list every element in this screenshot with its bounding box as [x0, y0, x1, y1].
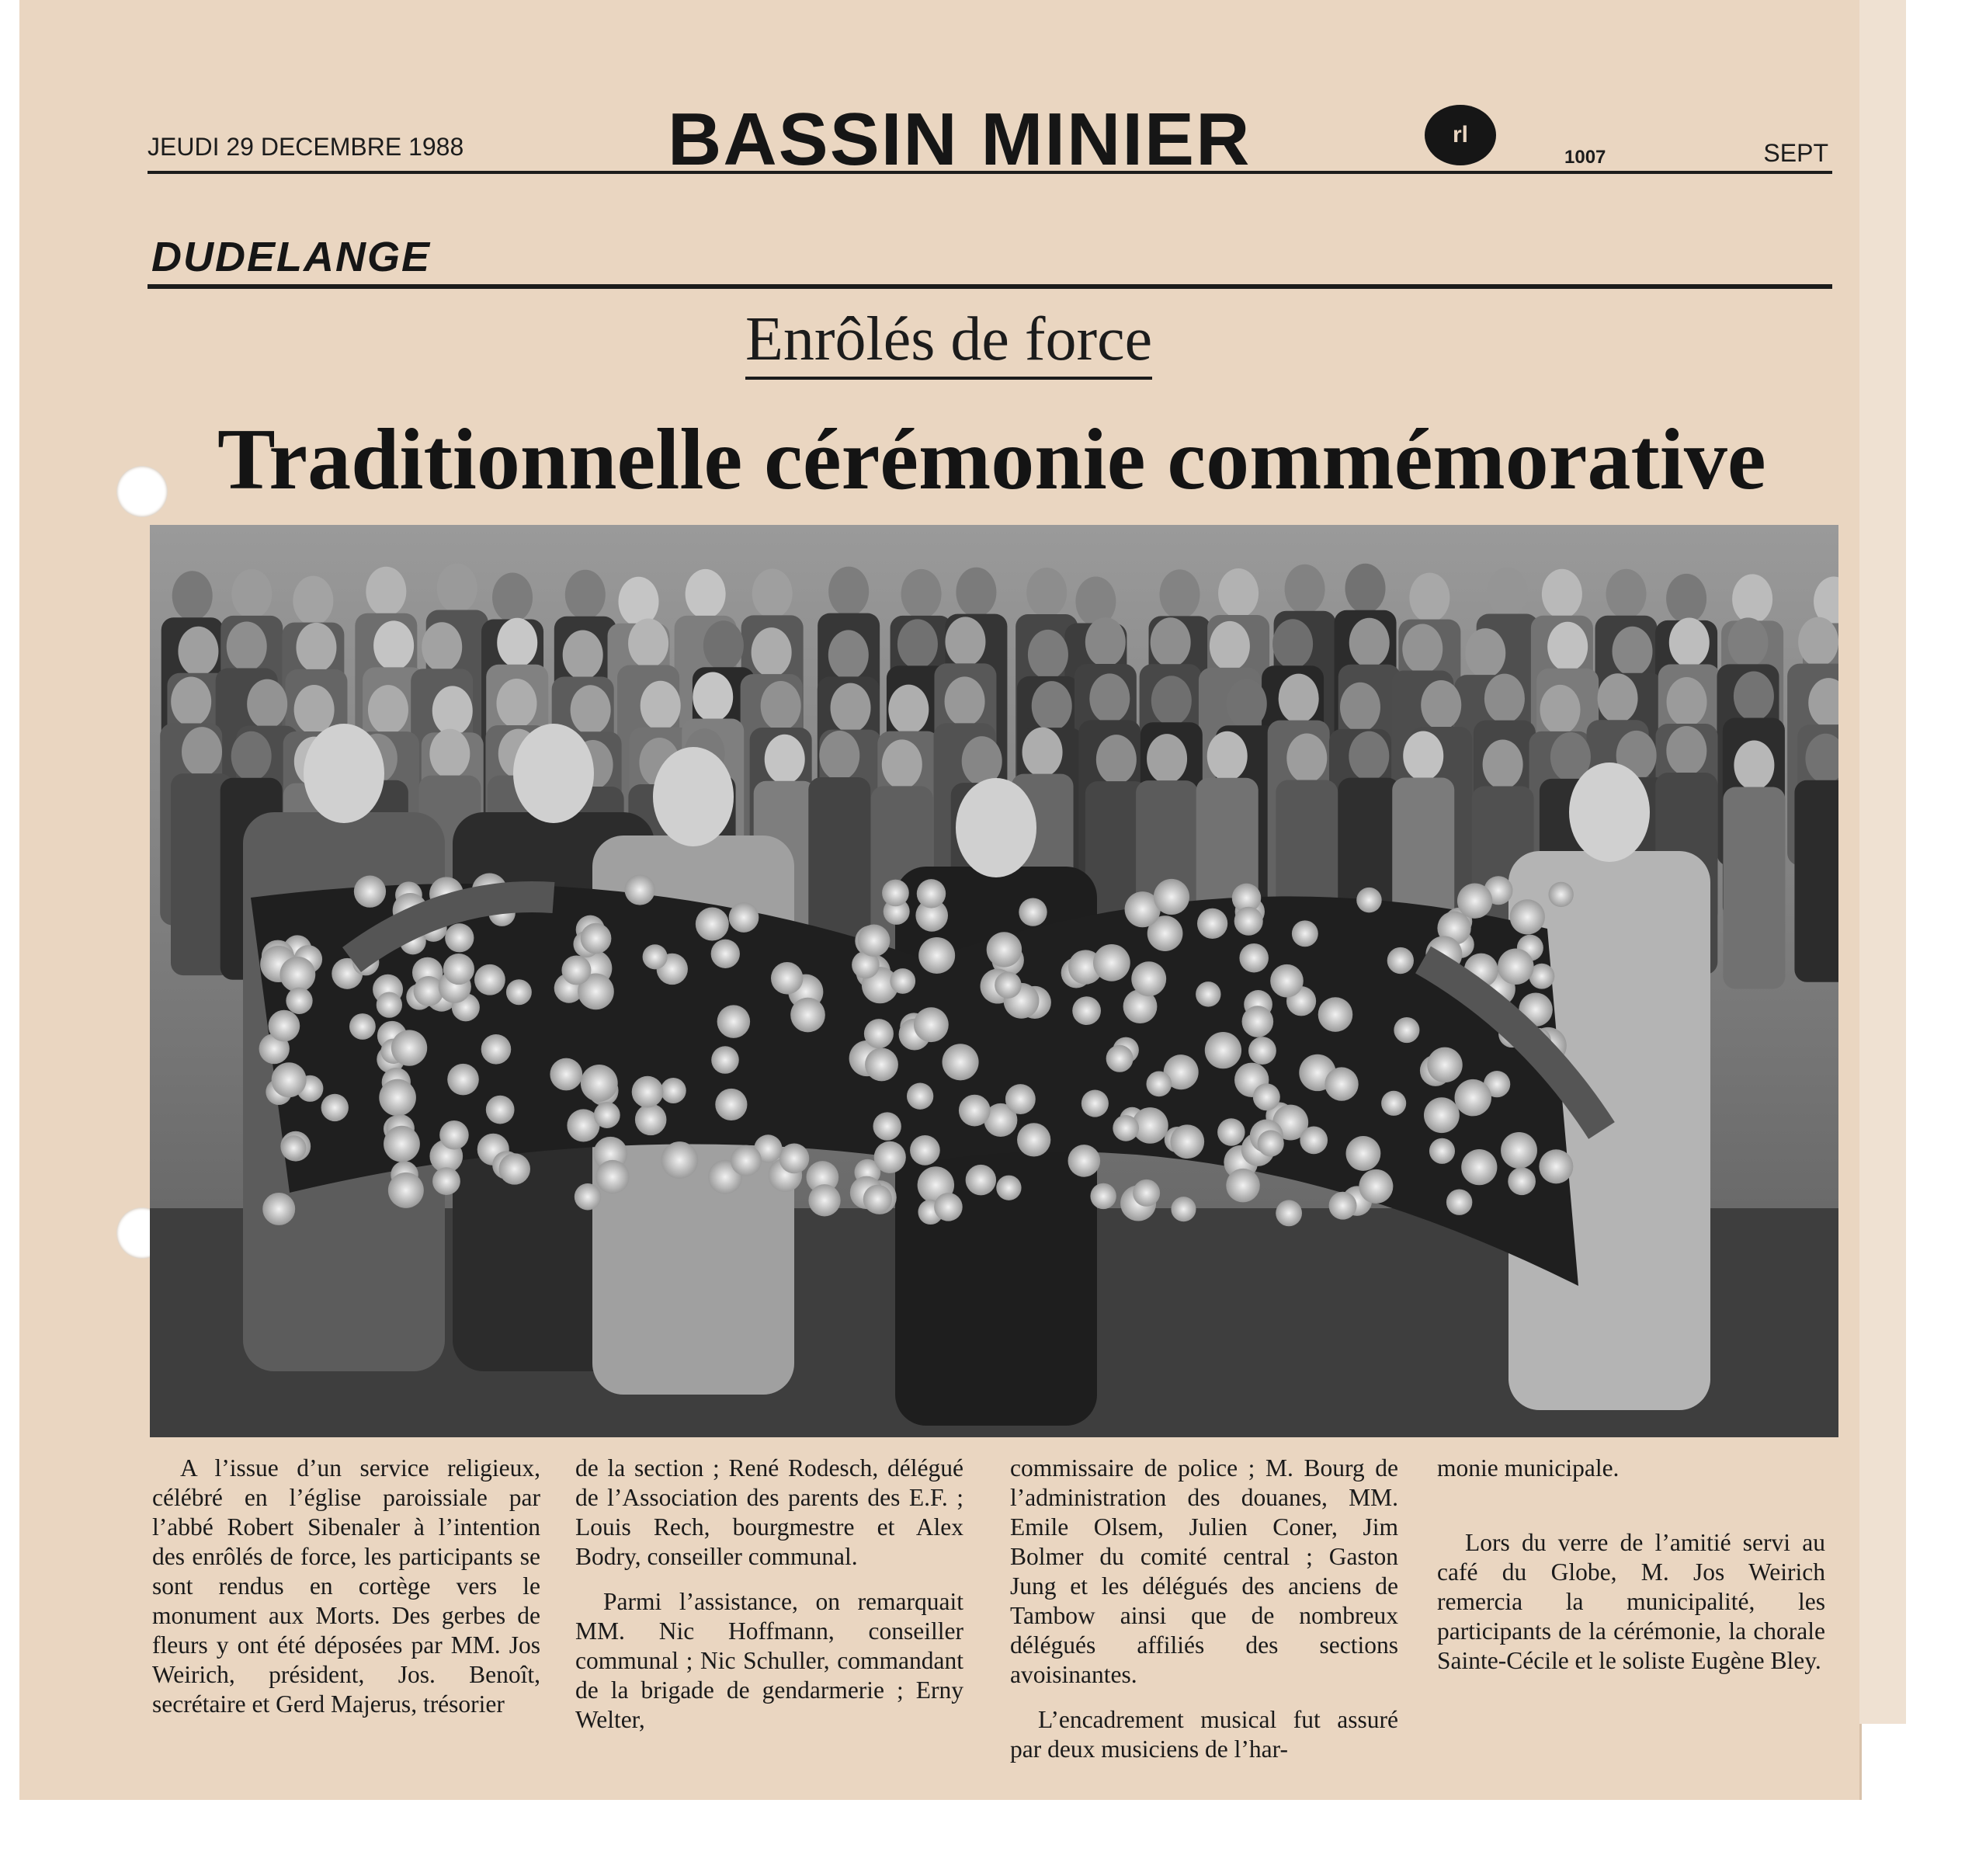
carnation [1394, 1017, 1419, 1043]
crowd-head [1085, 617, 1126, 667]
paragraph: commissaire de police ; M. Bourg de l’administration des douanes, MM. Emile Olsem, Julien Coner, Jim Bolmer du comité central ; Gaston Jung et les délégués des anciens de Tambow ainsi que de nombreux délégués affiliés des sections avoisinantes. [1010, 1454, 1398, 1688]
carnation [1106, 1045, 1134, 1072]
carnation [771, 962, 803, 994]
crowd-head [1218, 568, 1259, 618]
crowd-head [888, 685, 929, 735]
carnation [388, 1172, 424, 1208]
carnation [858, 924, 891, 957]
carnation [1090, 1183, 1116, 1209]
carnation [865, 1048, 898, 1082]
crowd-head [628, 619, 668, 669]
carnation [1429, 1138, 1455, 1164]
carnation [1258, 1130, 1284, 1156]
newspaper-logo: rl [1425, 105, 1496, 165]
crowd-head [901, 569, 942, 619]
carnation [1093, 944, 1130, 981]
crowd-head [752, 627, 792, 677]
carnation [1455, 1079, 1491, 1116]
carnation [943, 1044, 979, 1080]
crowd-head [819, 731, 859, 780]
crowd-head [1666, 574, 1706, 624]
crowd-head [1028, 630, 1068, 679]
carnation [1508, 1167, 1536, 1195]
carnation [439, 1120, 469, 1150]
crowd-head [1667, 677, 1707, 727]
crowd-head [293, 576, 333, 626]
crowd-head [437, 564, 477, 613]
carnation [790, 998, 825, 1033]
paragraph: Parmi l’assistance, on remarquait MM. Nic Hoffmann, conseiller communal ; Nic Schuller, commandant de la brigade de gendarmerie ; Erny Welter, [575, 1588, 963, 1733]
ceremony-photo [150, 525, 1838, 1437]
carnation [1205, 1032, 1241, 1068]
carnation [934, 1193, 963, 1221]
crowd-head [373, 620, 414, 670]
carnation [717, 1005, 751, 1038]
carnation [595, 1160, 629, 1193]
carnation [1318, 997, 1353, 1032]
carnation [354, 876, 386, 908]
crowd-head [1022, 728, 1063, 777]
article-column-2 [575, 1454, 963, 1735]
man-head [956, 778, 1036, 877]
carnation [575, 1183, 601, 1210]
carnation [391, 1030, 427, 1065]
carnation [1146, 1072, 1172, 1097]
carnation [1005, 1084, 1036, 1114]
carnation [731, 1145, 762, 1176]
carnation [1381, 1091, 1406, 1116]
carnation [1171, 1197, 1196, 1221]
crowd-head [178, 627, 218, 676]
punch-hole-top [116, 466, 168, 517]
crowd-head [1798, 617, 1838, 667]
carnation [882, 880, 909, 907]
carnation [474, 964, 505, 995]
crowd-head [882, 739, 922, 789]
crowd-head [828, 567, 869, 617]
carnation [1017, 1123, 1050, 1156]
carnation [349, 1013, 376, 1040]
article-column-1 [152, 1454, 540, 1719]
crowd-head [956, 568, 996, 617]
crowd-head [231, 731, 272, 781]
crowd-head [1402, 624, 1443, 674]
crowd-head [765, 735, 805, 784]
man-head [304, 724, 384, 823]
crowd-head [1151, 676, 1192, 725]
carnation [643, 944, 668, 969]
crowd-head [172, 571, 213, 620]
carnation [914, 1007, 949, 1042]
carnation [966, 1165, 996, 1195]
crowd-head [1089, 673, 1130, 723]
section-title: BASSIN MINIER [668, 98, 1252, 181]
carnation [1359, 1169, 1393, 1204]
carnation [625, 874, 655, 905]
carnation [808, 1184, 840, 1216]
crowd-head [492, 572, 533, 622]
carnation [262, 1193, 295, 1225]
man-head [513, 724, 594, 823]
crowd-head [761, 681, 801, 731]
carnation [486, 1096, 515, 1124]
man-head [653, 747, 734, 846]
carnation [996, 1176, 1021, 1200]
crowd-head [1272, 619, 1313, 669]
carnation [581, 1065, 618, 1102]
crowd-head [1227, 679, 1267, 728]
article-kicker: Enrôlés de force [745, 304, 1152, 380]
crowd-head [496, 679, 536, 728]
carnation [1253, 1083, 1280, 1110]
crowd-head [1207, 731, 1248, 781]
crowd-head [171, 677, 211, 727]
carnation [1457, 883, 1492, 918]
carnation [1081, 1089, 1109, 1117]
page-code: 1007 [1564, 147, 1606, 168]
crowd-head [422, 622, 462, 672]
crowd-head [231, 569, 272, 619]
carnation [1242, 1006, 1274, 1037]
issue-date: JEUDI 29 DECEMBRE 1988 [148, 133, 464, 161]
carnation [1501, 1132, 1537, 1169]
carnation [506, 979, 532, 1005]
crowd-head [1032, 681, 1072, 731]
man-head [1569, 763, 1650, 862]
carnation [1133, 1179, 1160, 1207]
crowd-head [563, 630, 603, 679]
crowd-head [1160, 569, 1200, 619]
carnation [384, 1126, 420, 1162]
crowd-head [1483, 739, 1523, 789]
paragraph: monie municipale. [1437, 1454, 1620, 1482]
carnation [632, 1076, 664, 1108]
crowd-head [693, 672, 733, 722]
carnation [321, 1094, 349, 1121]
crowd-head [1465, 628, 1505, 678]
carnation [279, 957, 315, 992]
paragraph: de la section ; René Rodesch, délégué de l’Association des parents des E.F. ; Louis Rech, bourgmestre et Alex Bodry, conseiller communal. [575, 1454, 963, 1570]
crowd-head [571, 685, 611, 735]
carnation [550, 1058, 582, 1091]
carnation [1461, 1149, 1497, 1185]
carnation [729, 902, 759, 933]
carnation [1072, 996, 1101, 1025]
crowd-head [296, 623, 336, 672]
crowd-head [945, 676, 985, 726]
carnation [1325, 1067, 1358, 1100]
crowd-head [703, 620, 744, 670]
carnation [715, 1089, 747, 1120]
crowd-head [366, 567, 406, 617]
carnation [917, 879, 946, 908]
carnation [1387, 947, 1414, 974]
crowd-head [227, 621, 267, 671]
carnation [443, 954, 474, 985]
carnation [1346, 1136, 1381, 1171]
page-header [148, 97, 1832, 181]
carnation [1276, 1200, 1302, 1226]
carnation [1217, 1118, 1245, 1145]
crowd-head [247, 679, 287, 729]
carnation [959, 1095, 991, 1127]
carnation [1548, 882, 1573, 907]
carnation [864, 1019, 894, 1048]
crowd-head [1345, 564, 1386, 613]
article-column-4 [1437, 1454, 1825, 1676]
crowd-head [294, 685, 335, 735]
crowd-head [565, 570, 606, 620]
paragraph: Lors du verre de l’amitié servi au café du Globe, M. Jos Weirich remercia la municipalité, les participants de la cérémonie, la chorale Sainte-Cécile et le soliste Eugène Bley. [1437, 1529, 1825, 1674]
carnation [379, 1079, 416, 1117]
carnation [918, 937, 955, 974]
crowd-head [1403, 731, 1443, 781]
carnation [377, 992, 402, 1017]
carnation [499, 1153, 530, 1184]
paragraph: A l’issue d’un service religieux, célébré en l’église paroissiale par l’abbé Robert Sibenaler à l’intention des enrôlés de force, les participants se sont rendus en cortège vers le monument aux Morts. Des gerbes de fleurs y ont été déposées par MM. Jos Weirich, président, Jos. Benoît, secrétaire et Gerd Majerus, trésorier [152, 1454, 540, 1718]
carnation [696, 908, 729, 941]
carnation [1019, 898, 1047, 926]
carnation [447, 1064, 479, 1096]
edition-label: SEPT [1763, 139, 1828, 167]
carnation [1239, 943, 1269, 973]
crowd-head [1147, 734, 1187, 783]
crowd-head [1613, 627, 1653, 676]
crowd-head [1409, 573, 1449, 623]
carnation [910, 1135, 940, 1166]
carnation [1068, 1145, 1100, 1177]
carnation [1356, 888, 1381, 912]
carnation [873, 1112, 901, 1140]
carnation [1226, 1169, 1260, 1203]
crowd-head [1151, 617, 1191, 667]
carnation [1329, 1192, 1357, 1220]
crowd-head [619, 577, 659, 627]
crowd-head [752, 568, 793, 618]
crowd-head [1096, 735, 1137, 784]
carnation [1292, 920, 1318, 947]
carnation [561, 955, 591, 985]
crowd-head [429, 729, 470, 779]
locality-label: DUDELANGE [151, 234, 432, 280]
carnation [269, 1010, 300, 1042]
crowd-head [1598, 673, 1638, 723]
crowd-head [1547, 622, 1588, 672]
article-body [152, 1454, 1837, 1780]
crowd-head [1542, 569, 1582, 619]
carnation [1113, 1115, 1139, 1141]
carnation [635, 1104, 667, 1136]
carnation [272, 1062, 307, 1097]
carnation [863, 1185, 892, 1214]
crowd-head [641, 681, 681, 731]
crowd-head [1734, 741, 1774, 790]
crowd-head [897, 619, 938, 669]
crowd-head [1669, 618, 1710, 668]
carnation [661, 1141, 698, 1179]
carnation [1170, 1124, 1204, 1159]
carnation [711, 940, 740, 968]
crowd-body [1723, 787, 1785, 989]
crowd-head [1349, 618, 1390, 668]
carnation [1539, 1149, 1573, 1183]
carnation [594, 1102, 620, 1128]
crowd-head [1421, 680, 1461, 730]
carnation [481, 1034, 512, 1065]
carnation [874, 1141, 906, 1173]
carnation [1446, 1189, 1472, 1214]
carnation [1197, 908, 1227, 939]
carnation [1510, 899, 1545, 934]
carnation [907, 1083, 933, 1110]
carnation [1248, 1037, 1276, 1065]
carnation [1300, 1127, 1328, 1155]
crowd-head [1279, 674, 1319, 724]
crowd-head [1285, 565, 1325, 614]
crowd-head [1732, 574, 1772, 624]
article-headline: Traditionnelle cérémonie commémorative [217, 412, 1766, 508]
crowd-head [1340, 683, 1380, 732]
carnation [779, 1143, 810, 1173]
crowd-head [1484, 674, 1525, 724]
carnation [995, 971, 1021, 998]
crowd-head [686, 569, 726, 619]
crowd-head [1606, 569, 1647, 619]
carnation [432, 1167, 460, 1195]
crowd-body [1794, 780, 1838, 982]
crowd-head [182, 727, 222, 776]
article-column-3 [1010, 1454, 1398, 1764]
crowd-head [1026, 568, 1067, 617]
carnation [1424, 1097, 1460, 1133]
carnation [661, 1078, 686, 1103]
carnation [1427, 1047, 1462, 1082]
crowd-head [831, 683, 871, 733]
adjacent-page-strip [1859, 0, 1906, 1724]
carnation [286, 988, 312, 1014]
carnation [1154, 879, 1189, 915]
locality-bar [148, 233, 1832, 289]
carnation [445, 923, 474, 952]
carnation [711, 1046, 739, 1074]
photo-rendering [150, 525, 1838, 1437]
carnation [987, 932, 1022, 967]
crowd-head [1349, 731, 1389, 781]
crowd-head [945, 617, 985, 666]
carnation [1131, 961, 1166, 996]
carnation [890, 968, 915, 994]
crowd-head [1540, 685, 1581, 735]
crowd-head [1734, 672, 1774, 721]
carnation [1498, 949, 1534, 985]
crowd-head [1666, 726, 1706, 776]
crowd-head [1210, 621, 1250, 671]
carnation [1270, 964, 1304, 998]
carnation [281, 1135, 306, 1160]
carnation [1196, 981, 1220, 1006]
crowd-head [432, 686, 473, 735]
carnation [1234, 907, 1263, 936]
crowd-head [1286, 734, 1327, 783]
crowd-head [1727, 617, 1768, 667]
crowd-head [828, 630, 869, 679]
crowd-head [368, 685, 408, 735]
paragraph: L’encadrement musical fut assuré par deux musiciens de l’har- [1010, 1706, 1398, 1763]
crowd-head [497, 618, 537, 668]
crowd-head [1488, 567, 1528, 617]
carnation [581, 923, 612, 954]
